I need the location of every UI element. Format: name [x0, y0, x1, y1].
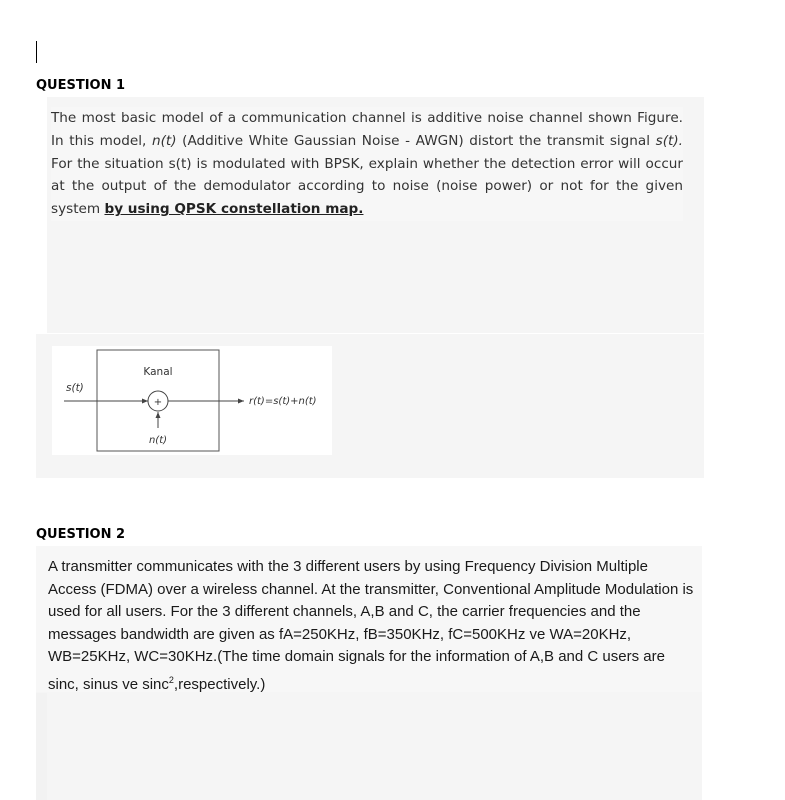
question-2-title: QUESTION 2 — [36, 527, 126, 542]
channel-diagram — [52, 346, 332, 455]
q1-noise-term: n(t) — [151, 132, 177, 149]
noise-arrowhead — [156, 412, 161, 418]
input-arrowhead — [142, 399, 148, 404]
kanal-label: Kanal — [143, 366, 173, 378]
q1-text-part-2: (Additive White Gaussian Noise - AWGN) distort the transmit signal — [176, 132, 656, 149]
q1-text-part-3: For the situation s(t) is modulated with BPSK, explain whether the detection error will occur at the output of the demodulator according to noise (noise power) or not for the given system — [51, 155, 683, 218]
text-cursor — [36, 41, 37, 63]
figure-block — [36, 334, 704, 478]
input-signal-label: s(t) — [66, 382, 84, 394]
question-1-title: QUESTION 1 — [36, 78, 126, 93]
q1-signal-term: s(t). — [655, 132, 683, 149]
question-2-paragraph-bg — [36, 546, 702, 692]
adder-symbol: + — [153, 397, 163, 408]
q2-text-part-2: ,respectively.) — [173, 675, 266, 693]
question-2-text — [48, 556, 698, 697]
noise-label: n(t) — [148, 435, 168, 446]
output-signal-label: r(t)=s(t)+n(t) — [249, 396, 317, 407]
q2-superscript: 2 — [168, 674, 174, 685]
output-arrowhead — [238, 399, 244, 404]
question-1-text — [51, 107, 683, 221]
left-margin-shade — [36, 693, 47, 800]
q1-emphasis-qpsk: by using QPSK constellation map. — [104, 201, 364, 218]
question-1-body-block — [47, 97, 704, 333]
q1-text-part-1: The most basic model of a communication channel is additive noise channel shown Figure. In this model, — [51, 110, 683, 149]
q2-text-part-1: A transmitter communicates with the 3 different users by using Frequency Division Multiple Access (FDMA) over a wireless channel. At the transmitter, Conventional Amplitude Modulation is used for all users. For the 3 different channels, A,B and C, the carrier frequencies and the messages bandwidth are given as fA=250KHz, fB=350KHz, fC=500KHz ve WA=20KHz, WB=25KHz, WC=30KHz.(The time domain signals for the information of A,B and C users are sinc, sinus ve sinc — [48, 558, 694, 693]
question-2-body-block — [36, 546, 702, 800]
